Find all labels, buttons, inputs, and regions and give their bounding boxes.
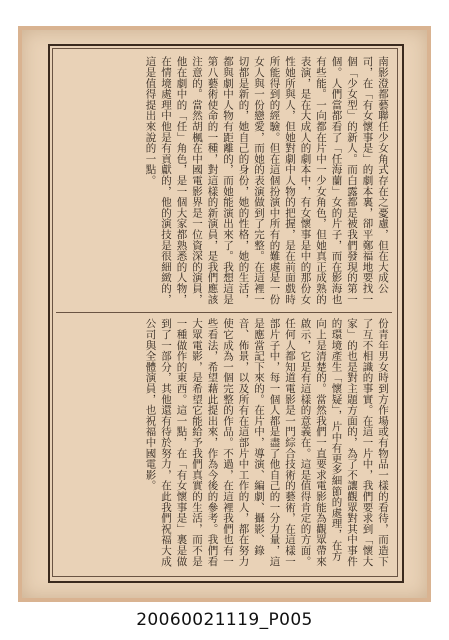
upper-column-text: 南影澄都藝聯任少女角式存在之憂慮，但在大成公司，在「有女懷事是」的劇本裏，卻平鄭福地要找一個「少女型」的新人。而白露都是被我們發現的第一個。人們當都看了「任海蘭」女的片子，而在影海也有些能。一向都在片中一少女角色，但她真正成熟的表演，是在大成人的劇本中，有女懷事是中的那份女性她所與人，但她對劇中人物的把握，是在前面戲時所能得到的經驗。但在這個扮演中所有的難處是一份女人與一份戀愛，而她的表演做到了完整。在這裡一切都是新的，她自己的身份，她的性格，她的生活，都與劇中人物有距離的，而她能演出來了。我想這是第八藝術使命的一種，對這樣的新演員，是我們應該注意的。當然胡楓在中國電影界是一位資深的演員，他在劇中的「任」角色，是一個大家都熟悉的人物，在情境處理中他是有貢獻的，他的演技是很細緻的，這是值得提出來說的一點。 [144,56,389,305]
column-divider [56,312,392,313]
archive-id-caption: 20060021119_P005 [136,610,313,630]
article-lower-column [60,318,390,570]
article-upper-column [60,56,390,306]
lower-column-text: 份青年男女時到方作場或有物品一樣的看待，而造下了互不相識的事實。在這一片中，我們要求到「懷大家」的也是對主題方面的，為了不讓觀眾對其中事件的環境產生「懷疑」，片中有更多細節的處理，在方向上是清楚的。當然我們一直要求電影能為觀眾帶來啟示，它是有這樣的意義在。這是值得肯定的方面。任何人都知道電影是一門綜合技術的藝術，在這樣一部片子中，每一個人都是盡了他自己的一分力量，這是應當記下來的。在片中，導演、編劇、攝影、錄音、佈景，以及所有在這部片中工作的人，都在努力使它成為一個完整的作品。不過，在這裡我們也有一些看法，希望藉此提出來，作為今後的參考。我們看大眾電影，是希望它能給予我們真實的生活，而不是一種做作的東西。這一點，在「有女懷事是」裏是做到了一部分，其他還有待於努力，在此我們祝福大成公司與全體演員，也祝福中國電影。 [144,318,389,567]
